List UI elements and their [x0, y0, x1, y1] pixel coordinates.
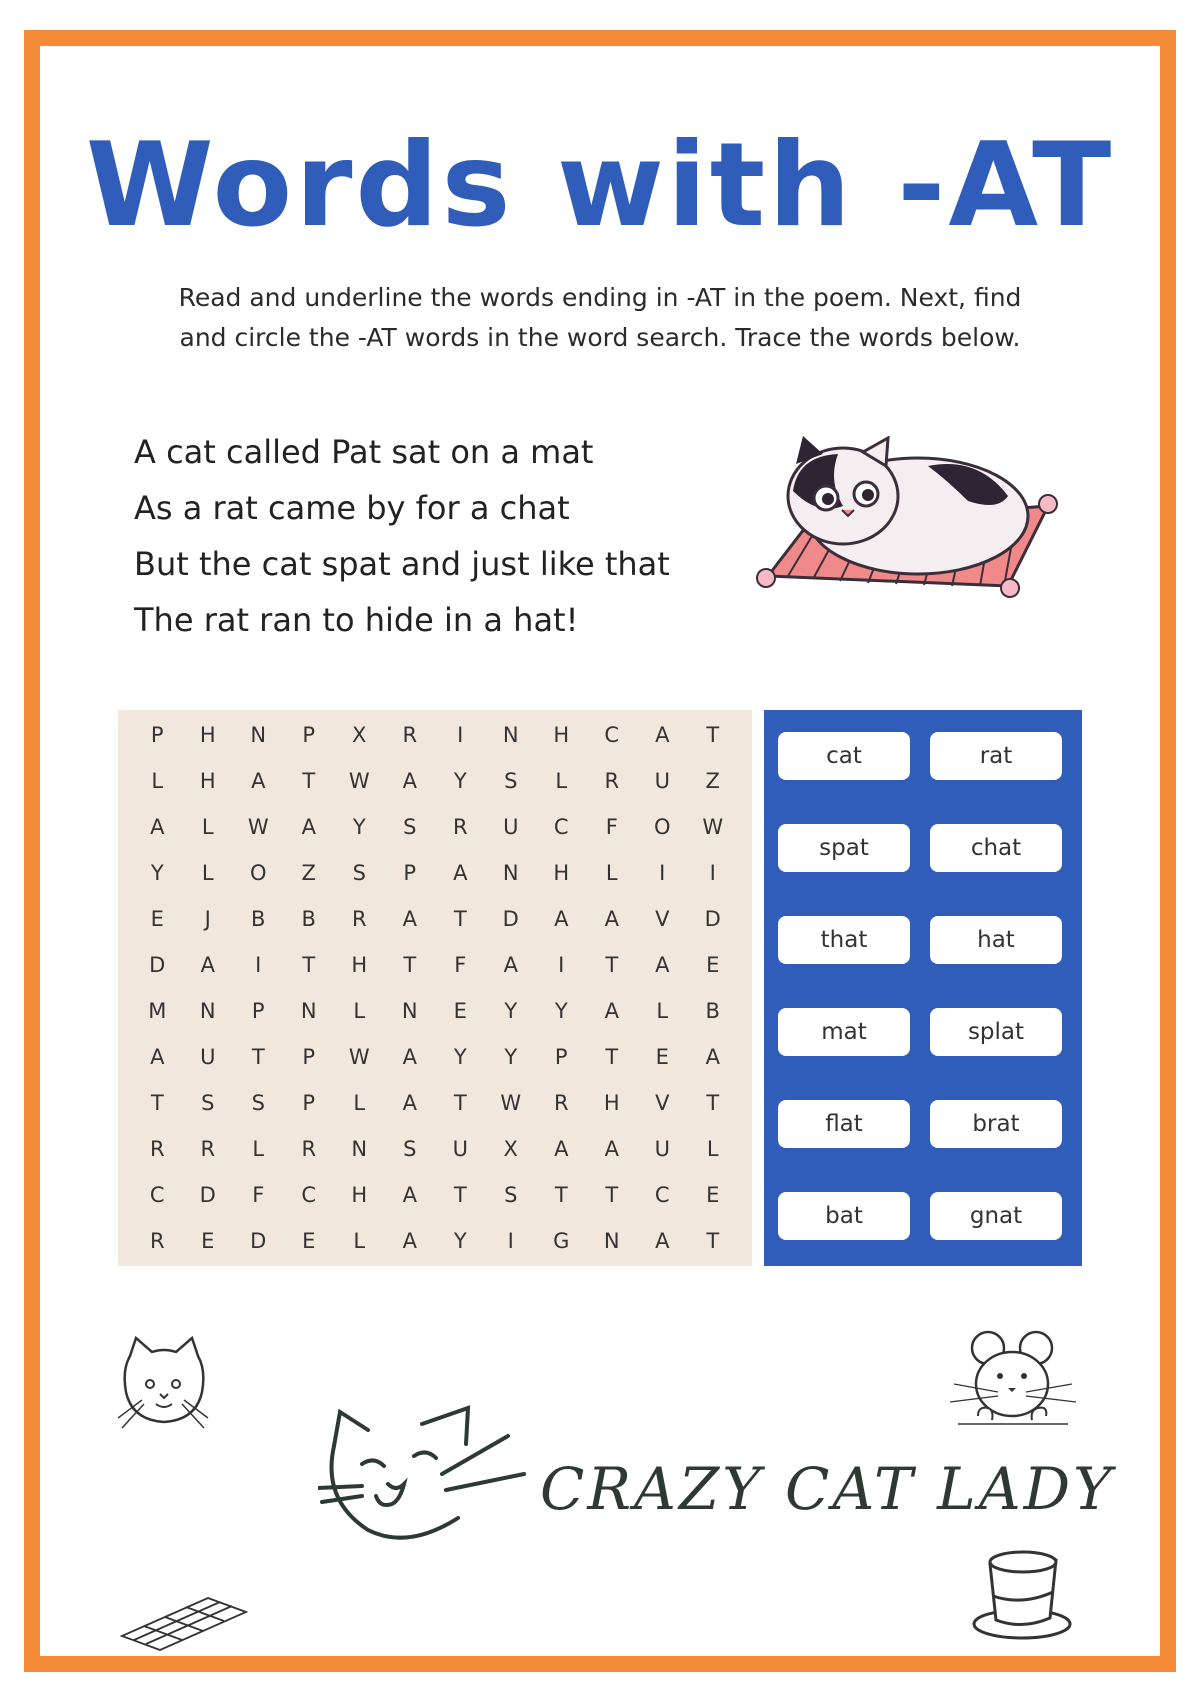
grid-letter[interactable]: I	[558, 953, 565, 977]
grid-letter[interactable]: L	[151, 769, 164, 793]
grid-letter[interactable]: D	[250, 1229, 267, 1253]
grid-letter[interactable]: L	[353, 999, 366, 1023]
grid-letter[interactable]: R	[149, 1229, 165, 1253]
grid-letter[interactable]: P	[302, 1045, 316, 1069]
grid-letter[interactable]: R	[200, 1137, 216, 1161]
grid-letter[interactable]: T	[706, 1091, 720, 1115]
grid-letter[interactable]: E	[150, 907, 164, 931]
cat-face-icon	[118, 1336, 210, 1432]
grid-letter[interactable]: R	[351, 907, 367, 931]
grid-letter[interactable]: N	[603, 1229, 620, 1253]
grid-letter[interactable]: T	[403, 953, 417, 977]
grid-letter[interactable]: D	[704, 907, 721, 931]
cat-on-cushion-illustration	[748, 436, 1068, 636]
grid-letter[interactable]: A	[200, 953, 215, 977]
grid-letter[interactable]: H	[351, 953, 368, 977]
grid-letter[interactable]: I	[457, 723, 464, 747]
grid-letter[interactable]: L	[252, 1137, 265, 1161]
grid-letter[interactable]: M	[148, 999, 167, 1023]
grid-letter[interactable]: N	[502, 861, 519, 885]
grid-letter[interactable]: Y	[150, 861, 164, 885]
grid-letter[interactable]: L	[656, 999, 669, 1023]
grid-letter[interactable]: A	[604, 999, 619, 1023]
word-bank-tile: chat	[930, 824, 1062, 872]
brand-cat-logo	[318, 1400, 528, 1548]
grid-letter[interactable]: D	[502, 907, 519, 931]
grid-letter[interactable]: L	[201, 815, 214, 839]
grid-letter[interactable]: A	[402, 1091, 417, 1115]
grid-letter[interactable]: N	[199, 999, 216, 1023]
grid-letter[interactable]: S	[201, 1091, 215, 1115]
poem-line: But the cat spat and just like that	[134, 545, 670, 583]
grid-letter[interactable]: R	[553, 1091, 569, 1115]
grid-letter[interactable]: A	[301, 815, 316, 839]
grid-letter[interactable]: W	[702, 815, 724, 839]
grid-letter[interactable]: T	[453, 907, 467, 931]
grid-letter[interactable]: C	[604, 723, 620, 747]
grid-letter[interactable]: S	[403, 1137, 417, 1161]
instructions-line: and circle the -AT words in the word search. Trace the words below.	[179, 323, 1021, 352]
grid-letter[interactable]: T	[706, 1229, 720, 1253]
grid-letter[interactable]: L	[353, 1229, 366, 1253]
grid-letter[interactable]: L	[605, 861, 618, 885]
word-bank-tile: bat	[778, 1192, 910, 1240]
grid-letter[interactable]: R	[301, 1137, 317, 1161]
grid-letter[interactable]: P	[251, 999, 265, 1023]
grid-letter[interactable]: U	[200, 1045, 216, 1069]
page-title: Words with -AT	[85, 118, 1115, 253]
grid-letter[interactable]: P	[403, 861, 417, 885]
grid-letter[interactable]: E	[201, 1229, 215, 1253]
grid-letter[interactable]: V	[655, 1091, 670, 1115]
grid-letter[interactable]: Y	[453, 1045, 467, 1069]
grid-letter[interactable]: T	[605, 1183, 619, 1207]
word-bank-tile: flat	[778, 1100, 910, 1148]
grid-letter[interactable]: U	[503, 815, 519, 839]
grid-letter[interactable]: T	[605, 1045, 619, 1069]
grid-letter[interactable]: E	[655, 1045, 669, 1069]
grid-letter[interactable]: X	[352, 723, 367, 747]
word-bank-tile: mat	[778, 1008, 910, 1056]
grid-letter[interactable]: F	[454, 953, 467, 977]
grid-letter[interactable]: Y	[453, 1229, 467, 1253]
grid-letter[interactable]: P	[302, 1091, 316, 1115]
grid-letter[interactable]: J	[204, 907, 211, 931]
grid-letter[interactable]: D	[199, 1183, 216, 1207]
grid-letter[interactable]: F	[252, 1183, 265, 1207]
grid-letter[interactable]: R	[402, 723, 418, 747]
grid-letter[interactable]: T	[302, 953, 316, 977]
graph-paper-icon	[118, 1578, 250, 1658]
word-bank	[764, 710, 1082, 1266]
grid-letter[interactable]: B	[301, 907, 316, 931]
grid-letter[interactable]: R	[452, 815, 468, 839]
grid-letter[interactable]: A	[453, 861, 468, 885]
grid-letter[interactable]: H	[603, 1091, 620, 1115]
grid-letter[interactable]: C	[654, 1183, 670, 1207]
grid-letter[interactable]: C	[553, 815, 569, 839]
grid-letter[interactable]: T	[706, 723, 720, 747]
grid-letter[interactable]: S	[403, 815, 417, 839]
grid-letter[interactable]: A	[402, 1183, 417, 1207]
grid-letter[interactable]: F	[605, 815, 618, 839]
grid-letter[interactable]: N	[250, 723, 267, 747]
grid-letter[interactable]: E	[706, 1183, 720, 1207]
grid-letter[interactable]: A	[402, 907, 417, 931]
grid-letter[interactable]: E	[706, 953, 720, 977]
grid-letter[interactable]: T	[453, 1091, 467, 1115]
grid-letter[interactable]: V	[655, 907, 670, 931]
grid-letter[interactable]: A	[402, 769, 417, 793]
grid-letter[interactable]: L	[706, 1137, 719, 1161]
grid-letter[interactable]: W	[500, 1091, 522, 1115]
grid-letter[interactable]: W	[348, 769, 370, 793]
grid-letter[interactable]: S	[251, 1091, 265, 1115]
brand-name: CRAZY CAT LADY	[540, 1455, 1115, 1523]
grid-letter[interactable]: Z	[301, 861, 316, 885]
poem-line: A cat called Pat sat on a mat	[134, 433, 594, 471]
grid-letter[interactable]: U	[654, 769, 670, 793]
grid-letter[interactable]: A	[655, 723, 670, 747]
grid-letter[interactable]: Z	[705, 769, 720, 793]
grid-letter[interactable]: T	[150, 1091, 164, 1115]
grid-letter[interactable]: I	[659, 861, 666, 885]
poem	[134, 424, 774, 648]
grid-letter[interactable]: A	[402, 1045, 417, 1069]
top-hat-icon	[966, 1546, 1074, 1646]
grid-letter[interactable]: R	[604, 769, 620, 793]
grid-letter[interactable]: R	[149, 1137, 165, 1161]
grid-letter[interactable]: U	[654, 1137, 670, 1161]
grid-letter[interactable]: S	[504, 1183, 518, 1207]
grid-letter[interactable]: A	[150, 815, 165, 839]
grid-letter[interactable]: B	[251, 907, 266, 931]
grid-letter[interactable]: T	[302, 769, 316, 793]
grid-letter[interactable]: L	[201, 861, 214, 885]
word-bank-tile: spat	[778, 824, 910, 872]
grid-letter[interactable]: Y	[352, 815, 366, 839]
grid-letter[interactable]: Y	[554, 999, 568, 1023]
grid-letter[interactable]: H	[351, 1183, 368, 1207]
grid-letter[interactable]: A	[554, 1137, 569, 1161]
word-bank-tile: hat	[930, 916, 1062, 964]
mouse-icon	[948, 1326, 1078, 1432]
instructions	[120, 278, 1080, 358]
word-bank-tile: gnat	[930, 1192, 1062, 1240]
grid-letter[interactable]: B	[705, 999, 720, 1023]
grid-letter[interactable]: P	[150, 723, 164, 747]
poem-line: The rat ran to hide in a hat!	[134, 601, 579, 639]
grid-letter[interactable]: A	[655, 1229, 670, 1253]
grid-letter[interactable]: L	[353, 1091, 366, 1115]
grid-letter[interactable]: T	[554, 1183, 568, 1207]
grid-letter[interactable]: D	[149, 953, 166, 977]
grid-letter[interactable]: T	[251, 1045, 265, 1069]
grid-letter[interactable]: H	[553, 861, 570, 885]
instructions-line: Read and underline the words ending in -AT in the poem. Next, find	[178, 283, 1022, 312]
grid-letter[interactable]: A	[705, 1045, 720, 1069]
grid-letter[interactable]: C	[301, 1183, 317, 1207]
grid-letter[interactable]: N	[401, 999, 418, 1023]
word-bank-tile: cat	[778, 732, 910, 780]
grid-letter[interactable]: P	[554, 1045, 568, 1069]
word-bank-tile: that	[778, 916, 910, 964]
poem-line: As a rat came by for a chat	[134, 489, 570, 527]
grid-letter[interactable]: E	[302, 1229, 316, 1253]
grid-letter[interactable]: Y	[504, 1045, 518, 1069]
grid-letter[interactable]: W	[247, 815, 269, 839]
grid-letter[interactable]: N	[300, 999, 317, 1023]
grid-letter[interactable]: U	[452, 1137, 468, 1161]
grid-letter[interactable]: A	[655, 953, 670, 977]
grid-letter[interactable]: N	[351, 1137, 368, 1161]
grid-letter[interactable]: C	[149, 1183, 165, 1207]
grid-letter[interactable]: I	[507, 1229, 514, 1253]
grid-letter[interactable]: I	[255, 953, 262, 977]
grid-letter[interactable]: N	[502, 723, 519, 747]
grid-letter[interactable]: A	[554, 907, 569, 931]
grid-letter[interactable]: T	[605, 953, 619, 977]
grid-letter[interactable]: L	[555, 769, 568, 793]
grid-letter[interactable]: A	[604, 1137, 619, 1161]
grid-letter[interactable]: P	[302, 723, 316, 747]
grid-letter[interactable]: Y	[453, 769, 467, 793]
grid-letter[interactable]: A	[251, 769, 266, 793]
word-bank-tile: splat	[930, 1008, 1062, 1056]
grid-letter[interactable]: G	[553, 1229, 570, 1253]
grid-letter[interactable]: T	[453, 1183, 467, 1207]
word-search-grid	[118, 710, 752, 1266]
grid-letter[interactable]: A	[604, 907, 619, 931]
grid-letter[interactable]: X	[503, 1137, 518, 1161]
grid-letter[interactable]: E	[453, 999, 467, 1023]
grid-letter[interactable]: O	[653, 815, 671, 839]
grid-letter[interactable]: O	[249, 861, 267, 885]
word-bank-tile: rat	[930, 732, 1062, 780]
grid-letter[interactable]: S	[504, 769, 518, 793]
grid-letter[interactable]: H	[553, 723, 570, 747]
grid-letter[interactable]: I	[709, 861, 716, 885]
grid-letter[interactable]: H	[199, 723, 216, 747]
grid-letter[interactable]: Y	[504, 999, 518, 1023]
grid-letter[interactable]: H	[199, 769, 216, 793]
grid-letter[interactable]: A	[402, 1229, 417, 1253]
grid-letter[interactable]: W	[348, 1045, 370, 1069]
grid-letter[interactable]: S	[352, 861, 366, 885]
word-bank-tile: brat	[930, 1100, 1062, 1148]
grid-letter[interactable]: A	[503, 953, 518, 977]
grid-letter[interactable]: A	[150, 1045, 165, 1069]
